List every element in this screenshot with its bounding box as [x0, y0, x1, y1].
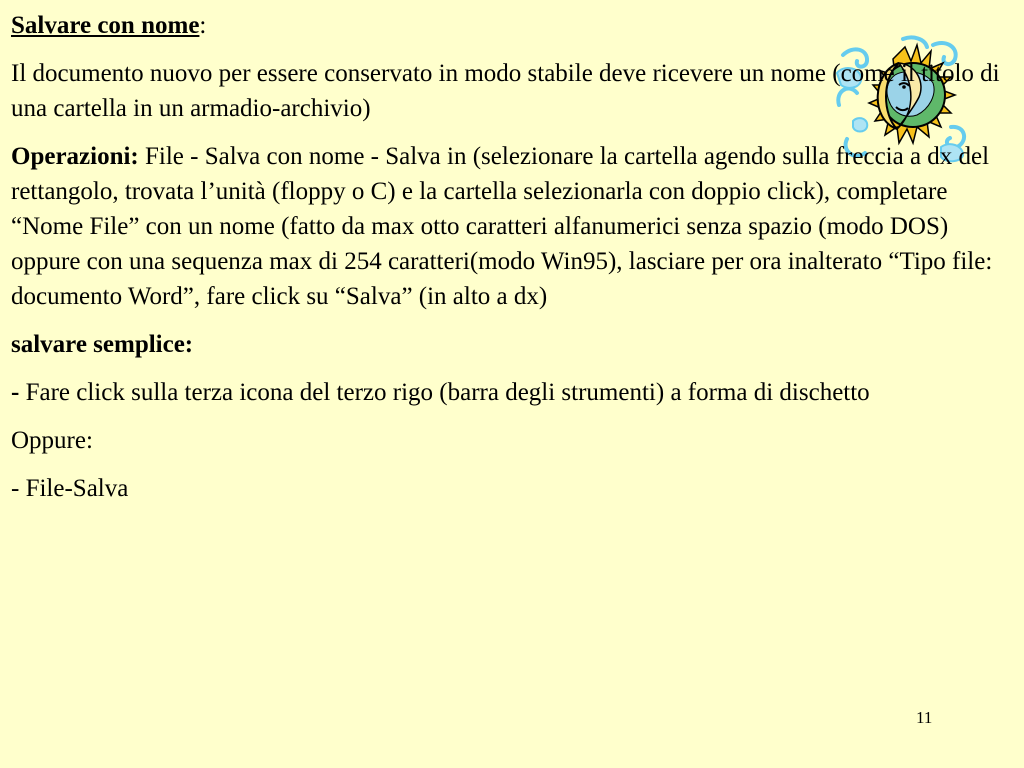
intro-paragraph: Il documento nuovo per essere conservato in modo stabile deve ricevere un nome (come il titolo di una cartella in un armadio-archivio)	[11, 60, 1000, 122]
slide-body	[11, 8, 1017, 519]
step1-dash: -	[11, 379, 20, 406]
operations-text: File - Salva con nome - Salva in (selezionare la cartella agendo sulla freccia a dx del rettangolo, trovata l’unità (floppy o C) e la cartella selezionarla con doppio click), completare “Nome File” con un nome (fatto da max otto caratteri alfanumerici senza spazio (modo DOS) oppure con una sequenza max di 254 caratteri(modo Win95), lasciare per ora inalterato “Tipo file: documento Word”, fare click su “Salva” (in alto a dx)	[11, 143, 993, 310]
section-heading: Salvare con nome	[11, 12, 200, 39]
or-paragraph: Oppure:	[11, 427, 93, 454]
step1-paragraph	[11, 375, 1017, 410]
step2-paragraph: - File-Salva	[11, 475, 129, 502]
heading-paragraph	[11, 8, 1017, 43]
simple-save-heading: salvare semplice:	[11, 331, 194, 358]
operations-paragraph	[11, 139, 1017, 314]
step1-text: Fare click sulla terza icona del terzo rigo (barra degli strumenti) a forma di dischetto	[19, 379, 870, 406]
heading-colon: :	[199, 12, 207, 39]
page-number: 11	[916, 708, 933, 727]
operations-label: Operazioni:	[11, 143, 139, 170]
